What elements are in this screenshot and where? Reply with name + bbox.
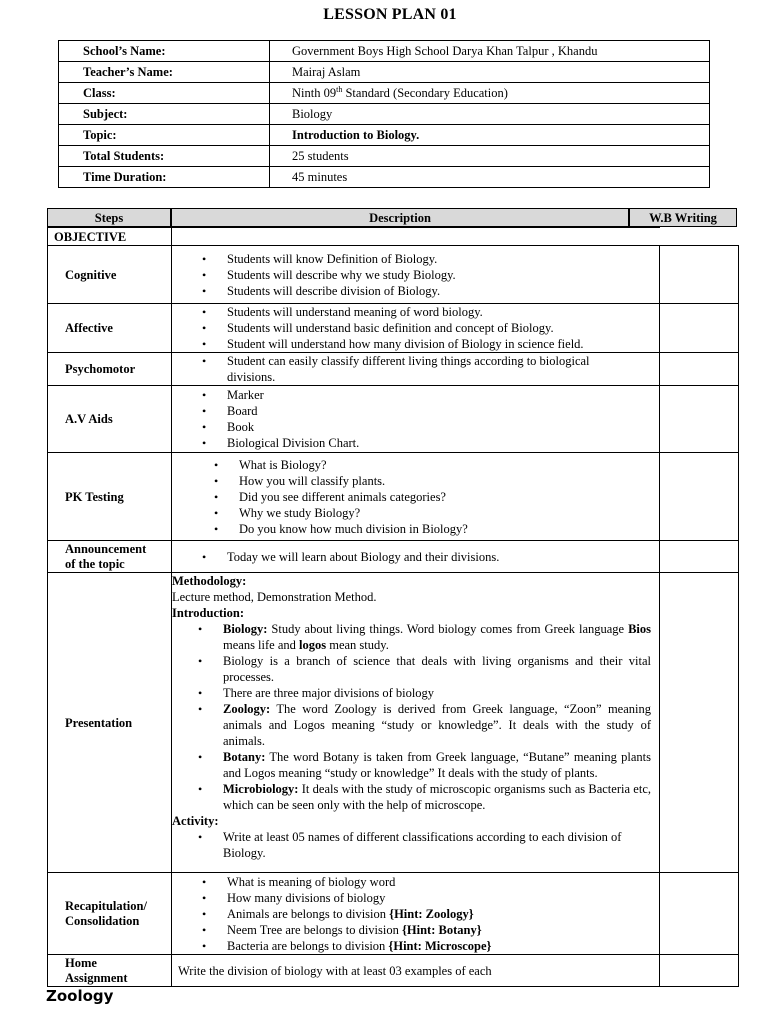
objective-label: OBJECTIVE	[48, 228, 172, 246]
announcement-description	[172, 541, 660, 573]
hint: {Hint: Microscope}	[388, 938, 492, 953]
list-item: • Students will describe division of Biology.	[227, 283, 659, 299]
info-value: Government Boys High School Darya Khan Talpur , Khandu	[270, 41, 710, 62]
pk-testing-description	[172, 453, 660, 541]
recap-row	[48, 873, 739, 955]
list-item: • Biology is a branch of science that deals with living organisms and their vital processes.	[223, 653, 659, 685]
list-item	[223, 781, 659, 813]
info-key: Total Students:	[59, 146, 270, 167]
methodology-heading: Methodology:	[172, 574, 247, 588]
term: Botany:	[223, 750, 266, 764]
wb-cell	[660, 453, 739, 541]
term: Bios	[628, 622, 651, 636]
list-item: • Book	[227, 419, 659, 435]
list-item: • Marker	[227, 387, 659, 403]
info-row-teacher	[59, 62, 710, 83]
wb-cell	[660, 386, 739, 453]
list-item: • Do you know how much division in Biology?	[239, 521, 659, 537]
list-item: • Students will understand meaning of word biology.	[227, 304, 659, 320]
info-value: Mairaj Aslam	[270, 62, 710, 83]
affective-description	[172, 304, 660, 353]
lesson-table	[47, 227, 739, 987]
cognitive-description	[172, 246, 660, 304]
list-item	[227, 922, 659, 938]
psychomotor-row	[48, 353, 739, 386]
info-table	[58, 40, 710, 188]
info-row-school	[59, 41, 710, 62]
list-item: • Biological Division Chart.	[227, 435, 659, 451]
av-aids-description	[172, 386, 660, 453]
term: Microbiology:	[223, 782, 299, 796]
step-presentation: Presentation	[48, 573, 172, 873]
recap-description	[172, 873, 660, 955]
page-title: LESSON PLAN 01	[323, 6, 457, 23]
hint: {Hint: Botany}	[401, 922, 482, 937]
list-item: • Students will describe why we study Biology.	[227, 267, 659, 283]
presentation-row	[48, 573, 739, 873]
header-description: Description	[171, 208, 629, 227]
info-row-students	[59, 146, 710, 167]
info-key: Subject:	[59, 104, 270, 125]
class-text: Ninth 09	[292, 85, 337, 100]
list-item	[223, 621, 659, 653]
step-announcement	[48, 541, 172, 573]
text: The word Zoology is derived from Greek language, “Zoon” meaning animals and Logos meaning “study or knowledge”. It deals with the study of animals.	[223, 702, 651, 748]
text: mean study.	[326, 638, 389, 652]
wb-cell	[660, 955, 739, 987]
list-item	[223, 701, 659, 749]
step-recap-line1: Recapitulation/	[65, 898, 147, 913]
av-aids-row	[48, 386, 739, 453]
term: Biology:	[223, 622, 268, 636]
methodology-text: Lecture method, Demonstration Method.	[172, 590, 377, 604]
text: Bacteria are belongs to division	[227, 938, 389, 953]
activity-heading: Activity:	[172, 814, 219, 828]
step-pk-testing: PK Testing	[48, 453, 172, 541]
info-key: Time Duration:	[59, 167, 270, 188]
footer-text: Zoology	[46, 987, 114, 1005]
info-key: Teacher’s Name:	[59, 62, 270, 83]
wb-cell	[660, 246, 739, 304]
list-item: • Why we study Biology?	[239, 505, 659, 521]
list-item: • How many divisions of biology	[227, 890, 659, 906]
info-key: Class:	[59, 83, 270, 104]
step-av-aids: A.V Aids	[48, 386, 172, 453]
info-value: 45 minutes	[270, 167, 710, 188]
list-item: • Write at least 05 names of different classifications according to each division of Biology.	[223, 829, 659, 861]
info-row-topic	[59, 125, 710, 146]
pk-testing-row	[48, 453, 739, 541]
info-row-duration	[59, 167, 710, 188]
list-item: • How you will classify plants.	[239, 473, 659, 489]
introduction-heading: Introduction:	[172, 606, 245, 620]
list-item: • There are three major divisions of biology	[223, 685, 659, 701]
list-item: • Student will understand how many division of Biology in science field.	[227, 336, 659, 352]
class-superscript: th	[336, 84, 343, 94]
text: It deals with the study of microscopic organisms such as Bacteria etc, which can be seen only with the help of microscope.	[223, 782, 651, 812]
presentation-description	[172, 573, 660, 873]
home-assignment-description: Write the division of biology with at least 03 examples of each	[172, 955, 660, 987]
wb-cell	[660, 304, 739, 353]
header-wb-writing: W.B Writing	[629, 208, 737, 227]
step-home-assignment	[48, 955, 172, 987]
step-affective: Affective	[48, 304, 172, 353]
step-recap	[48, 873, 172, 955]
info-row-subject	[59, 104, 710, 125]
text: Neem Tree are belongs to division	[227, 922, 402, 937]
objective-spacer-wb	[660, 228, 739, 246]
step-announcement-line1: Announcement	[65, 541, 147, 556]
wb-cell	[660, 353, 739, 386]
wb-cell	[660, 873, 739, 955]
wb-cell	[660, 573, 739, 873]
objective-spacer	[172, 228, 660, 246]
text: Animals are belongs to division	[227, 906, 390, 921]
list-item: • Today we will learn about Biology and their divisions.	[227, 549, 659, 565]
text: The word Botany is taken from Greek language, “Butane” meaning plants and Logos meaning “study or knowledge” It deals with the study of plants.	[223, 750, 651, 780]
cognitive-row	[48, 246, 739, 304]
info-value	[270, 83, 710, 104]
list-item	[227, 938, 659, 954]
text: means life and	[223, 638, 300, 652]
step-home-line1: Home	[65, 955, 97, 970]
announcement-row	[48, 541, 739, 573]
list-item: • Did you see different animals categories?	[239, 489, 659, 505]
list-item: • Students will understand basic definition and concept of Biology.	[227, 320, 659, 336]
step-announcement-line2: of the topic	[65, 556, 125, 571]
info-row-class	[59, 83, 710, 104]
list-item: • What is Biology?	[239, 457, 659, 473]
step-home-line2: Assignment	[65, 970, 128, 985]
list-item	[223, 749, 659, 781]
step-psychomotor: Psychomotor	[48, 353, 172, 386]
info-value: Introduction to Biology.	[270, 125, 710, 146]
psychomotor-description	[172, 353, 660, 386]
info-value: Biology	[270, 104, 710, 125]
text: Study about living things. Word biology comes from Greek language	[267, 622, 629, 636]
list-item: • Board	[227, 403, 659, 419]
term: Zoology:	[223, 702, 271, 716]
list-item: • What is meaning of biology word	[227, 874, 659, 890]
info-key: School’s Name:	[59, 41, 270, 62]
list-item: • Student can easily classify different living things according to biological divisions.	[227, 353, 639, 385]
info-key: Topic:	[59, 125, 270, 146]
step-recap-line2: Consolidation	[65, 913, 140, 928]
home-assignment-row	[48, 955, 739, 987]
list-item	[227, 906, 659, 922]
step-cognitive: Cognitive	[48, 246, 172, 304]
objective-row	[48, 228, 739, 246]
affective-row	[48, 304, 739, 353]
list-item: • Students will know Definition of Biology.	[227, 251, 659, 267]
term: logos	[299, 638, 327, 652]
header-steps: Steps	[47, 208, 171, 227]
wb-cell	[660, 541, 739, 573]
hint: {Hint: Zoology}	[389, 906, 474, 921]
info-value: 25 students	[270, 146, 710, 167]
class-text-rest: Standard (Secondary Education)	[342, 85, 508, 100]
